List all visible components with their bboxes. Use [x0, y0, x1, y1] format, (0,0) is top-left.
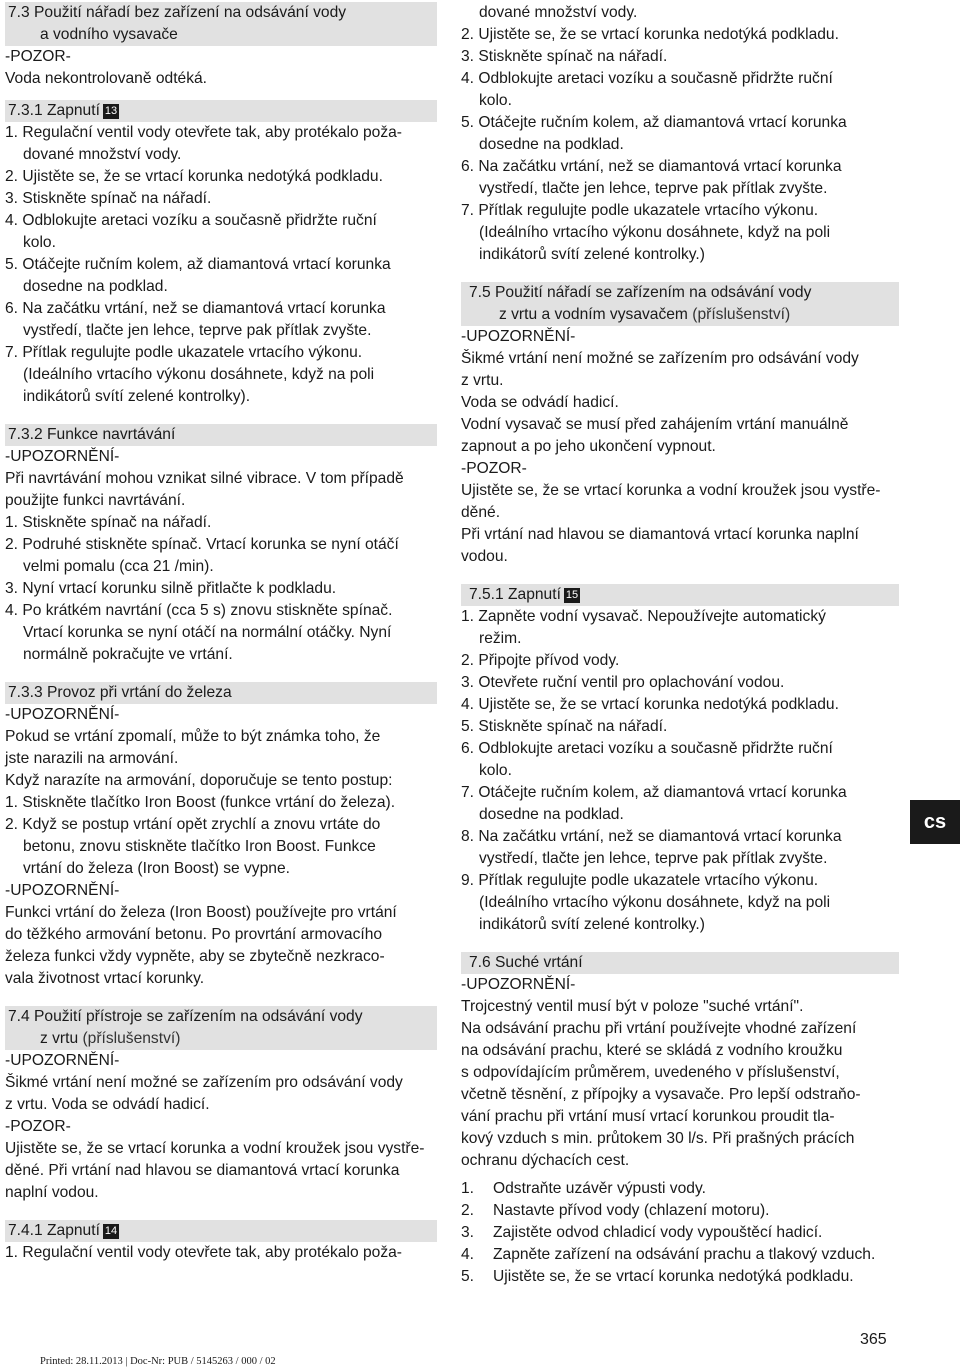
section-heading-7-3-1: 7.3.1 Zapnutí 13	[5, 100, 437, 122]
list-item-cont: vystředí, tlačte jen lehce, teprve pak přítlak zvyšte.	[479, 850, 828, 867]
list-item-cont: dované množství vody.	[23, 146, 182, 163]
list-item-cont: (Ideálního vrtacího výkonu dosáhnete, když na poli	[479, 894, 831, 911]
list-item-cont: dosedne na podklad.	[23, 278, 168, 295]
page-number: 365	[860, 1331, 887, 1348]
warning-label: -UPOZORNĚNÍ-	[461, 328, 576, 345]
warning-label: -UPOZORNĚNÍ-	[5, 882, 120, 899]
list-item-cont: kolo.	[479, 762, 512, 779]
list-item-cont: režim.	[479, 630, 522, 647]
list-item-cont: vrtání do železa (Iron Boost) se vypne.	[23, 860, 290, 877]
text-line: vodou.	[461, 548, 508, 565]
text-line: použijte funkci navrtávání.	[5, 492, 186, 509]
list-item: 7. Přítlak regulujte podle ukazatele vrtacího výkonu.	[461, 202, 819, 219]
list-item-cont: indikátorů svítí zelené kontrolky.)	[479, 916, 705, 933]
warning-label: -UPOZORNĚNÍ-	[5, 1052, 120, 1069]
text-line: vala životnost vrtací korunky.	[5, 970, 205, 987]
figure-badge: 15	[565, 589, 579, 601]
list-item: 2. Nastavte přívod vody (chlazení motoru).	[461, 1202, 770, 1219]
list-item: 1. Stiskněte tlačítko Iron Boost (funkce vrtání do železa).	[5, 794, 396, 811]
text-line: děné. Při vrtání nad hlavou se diamantová vrtací korunka	[5, 1162, 400, 1179]
text-line: do těžkého armování betonu. Po provrtání armovacího	[5, 926, 383, 943]
text-line: vání prachu při vrtání musí vrtací korunkou proudit tla-	[461, 1108, 835, 1125]
list-item: 3. Stiskněte spínač na nářadí.	[5, 190, 212, 207]
list-item: 5. Ujistěte se, že se vrtací korunka nedotýká podkladu.	[461, 1268, 854, 1285]
warning-label: -POZOR-	[5, 1118, 71, 1135]
text-line: Vodní vysavač se musí před zahájením vrtání manuálně	[461, 416, 849, 433]
text-line: kový vzduch s min. průtokem 30 l/s. Při prašných prácích	[461, 1130, 855, 1147]
list-item: 9. Přítlak regulujte podle ukazatele vrtacího výkonu.	[461, 872, 819, 889]
text-line: jste narazili na armování.	[5, 750, 179, 767]
text-line: Pokud se vrtání zpomalí, může to být známka toho, že	[5, 728, 381, 745]
text-line: Funkci vrtání do železa (Iron Boost) používejte pro vrtání	[5, 904, 397, 921]
list-item: 1. Odstraňte uzávěr výpusti vody.	[461, 1180, 706, 1197]
list-item: 4. Odblokujte aretaci vozíku a současně přidržte ruční	[461, 70, 833, 87]
list-item: 4. Zapněte zařízení na odsávání prachu a tlakový vzduch.	[461, 1246, 876, 1263]
list-item: 4. Ujistěte se, že se vrtací korunka nedotýká podkladu.	[461, 696, 839, 713]
text-line: Šikmé vrtání není možné se zařízením pro odsávání vody	[5, 1074, 403, 1091]
list-item: 3. Stiskněte spínač na nářadí.	[461, 48, 668, 65]
list-item: 2. Připojte přívod vody.	[461, 652, 620, 669]
list-item-cont: normálně pokračujte ve vrtání.	[23, 646, 233, 663]
list-item: 6. Odblokujte aretaci vozíku a současně přidržte ruční	[461, 740, 833, 757]
text-line: Když narazíte na armování, doporučuje se tento postup:	[5, 772, 393, 789]
section-heading-7-6: 7.6 Suché vrtání	[461, 952, 899, 974]
warning-label: -POZOR-	[461, 460, 527, 477]
warning-label: -UPOZORNĚNÍ-	[461, 976, 576, 993]
section-heading-7-4: 7.4 Použití přístroje se zařízením na odsávání vody z vrtu (příslušenství)	[5, 1006, 437, 1050]
list-item-cont: (Ideálního vrtacího výkonu dosáhnete, když na poli	[23, 366, 375, 383]
print-footer: Printed: 28.11.2013 | Doc-Nr: PUB / 5145263 / 000 / 02	[40, 1356, 276, 1367]
figure-badge: 13	[104, 105, 118, 117]
list-item: 1. Zapněte vodní vysavač. Nepoužívejte automatický	[461, 608, 826, 625]
list-item: 2. Podruhé stiskněte spínač. Vrtací korunka se nyní otáčí	[5, 536, 399, 553]
list-item: 4. Odblokujte aretaci vozíku a současně přidržte ruční	[5, 212, 377, 229]
list-item: 5. Otáčejte ručním kolem, až diamantová vrtací korunka	[5, 256, 391, 273]
text-line: Při navrtávání mohou vznikat silné vibrace. V tom případě	[5, 470, 404, 487]
text-line: včetně těsnění, z přípojky a vysavače. Pro lepší odstraňo-	[461, 1086, 861, 1103]
section-heading-7-3-2: 7.3.2 Funkce navrtávání	[5, 424, 437, 446]
list-item: 6. Na začátku vrtání, než se diamantová vrtací korunka	[461, 158, 842, 175]
list-item: 3. Zajistěte odvod chladicí vody vypouštěcí hadicí.	[461, 1224, 823, 1241]
list-item: 5. Stiskněte spínač na nářadí.	[461, 718, 668, 735]
text-line: železa funkci vždy vypněte, aby se zbytečně nezkraco-	[5, 948, 385, 965]
list-item-cont: kolo.	[23, 234, 56, 251]
list-item: 2. Když se postup vrtání opět zrychlí a znovu vrtáte do	[5, 816, 381, 833]
list-item-cont: (Ideálního vrtacího výkonu dosáhnete, když na poli	[479, 224, 831, 241]
text-line: děné.	[461, 504, 501, 521]
text-line: Ujistěte se, že se vrtací korunka a vodní kroužek jsou vystře-	[5, 1140, 425, 1157]
text-line: z vrtu.	[461, 372, 504, 389]
list-item-cont: betonu, znovu stiskněte tlačítko Iron Boost. Funkce	[23, 838, 376, 855]
figure-badge: 14	[104, 1225, 118, 1237]
text-line: Šikmé vrtání není možné se zařízením pro odsávání vody	[461, 350, 859, 367]
list-item-cont: vystředí, tlačte jen lehce, teprve pak přítlak zvyšte.	[23, 322, 372, 339]
list-item: 2. Ujistěte se, že se vrtací korunka nedotýká podkladu.	[5, 168, 383, 185]
list-item: 2. Ujistěte se, že se vrtací korunka nedotýká podkladu.	[461, 26, 839, 43]
list-item: 5. Otáčejte ručním kolem, až diamantová vrtací korunka	[461, 114, 847, 131]
text-line: Trojcestný ventil musí být v poloze "suché vrtání".	[461, 998, 804, 1015]
list-item-cont: dované množství vody.	[479, 4, 638, 21]
right-column	[461, 2, 899, 1288]
list-item-cont: Vrtací korunka se nyní otáčí na normální otáčky. Nyní	[23, 624, 392, 641]
list-item: 8. Na začátku vrtání, než se diamantová vrtací korunka	[461, 828, 842, 845]
list-item: 3. Otevřete ruční ventil pro oplachování vodou.	[461, 674, 785, 691]
text-line: z vrtu. Voda se odvádí hadicí.	[5, 1096, 210, 1113]
list-item: 1. Regulační ventil vody otevřete tak, aby protékalo poža-	[5, 124, 403, 141]
list-item-cont: indikátorů svítí zelené kontrolky).	[23, 388, 251, 405]
section-heading-7-5-1: 7.5.1 Zapnutí 15	[461, 584, 899, 606]
list-item: 1. Regulační ventil vody otevřete tak, aby protékalo poža-	[5, 1244, 403, 1261]
section-heading-7-5: 7.5 Použití nářadí se zařízením na odsávání vody z vrtu a vodním vysavačem (příslušenství)	[461, 282, 899, 326]
list-item-cont: kolo.	[479, 92, 512, 109]
text-line: naplní vodou.	[5, 1184, 99, 1201]
list-item-cont: dosedne na podklad.	[479, 136, 624, 153]
section-heading-7-3-3: 7.3.3 Provoz při vrtání do železa	[5, 682, 437, 704]
list-item-cont: velmi pomalu (cca 21 /min).	[23, 558, 214, 575]
text-line: na odsávání prachu, které se skládá z vodního kroužku	[461, 1042, 843, 1059]
list-item-cont: dosedne na podklad.	[479, 806, 624, 823]
list-item-cont: vystředí, tlačte jen lehce, teprve pak přítlak zvyšte.	[479, 180, 828, 197]
warning-label: -UPOZORNĚNÍ-	[5, 706, 120, 723]
list-item: 7. Otáčejte ručním kolem, až diamantová vrtací korunka	[461, 784, 847, 801]
list-item: 3. Nyní vrtací korunku silně přitlačte k podkladu.	[5, 580, 337, 597]
warning-label: -UPOZORNĚNÍ-	[5, 448, 120, 465]
section-heading-7-3: 7.3 Použití nářadí bez zařízení na odsávání vody a vodního vysavače	[5, 2, 437, 46]
list-item: 1. Stiskněte spínač na nářadí.	[5, 514, 212, 531]
text-line: s odpovídajícím průměrem, uvedeného v příslušenství,	[461, 1064, 840, 1081]
warning-label: -POZOR-	[5, 48, 71, 65]
text-line: ochranu dýchacích cest.	[461, 1152, 630, 1169]
left-column	[5, 2, 437, 1264]
text-line: Voda se odvádí hadicí.	[461, 394, 619, 411]
text-line: zapnout a po jeho ukončení vypnout.	[461, 438, 716, 455]
text-line: Voda nekontrolovaně odtéká.	[5, 70, 208, 87]
language-tab: cs	[910, 800, 960, 844]
list-item: 4. Po krátkém navrtání (cca 5 s) znovu stiskněte spínač.	[5, 602, 393, 619]
section-heading-7-4-1: 7.4.1 Zapnutí 14	[5, 1220, 437, 1242]
list-item-cont: indikátorů svítí zelené kontrolky.)	[479, 246, 705, 263]
list-item: 6. Na začátku vrtání, než se diamantová vrtací korunka	[5, 300, 386, 317]
text-line: Při vrtání nad hlavou se diamantová vrtací korunka naplní	[461, 526, 859, 543]
text-line: Ujistěte se, že se vrtací korunka a vodní kroužek jsou vystře-	[461, 482, 881, 499]
text-line: Na odsávání prachu při vrtání používejte vhodné zařízení	[461, 1020, 857, 1037]
list-item: 7. Přítlak regulujte podle ukazatele vrtacího výkonu.	[5, 344, 363, 361]
